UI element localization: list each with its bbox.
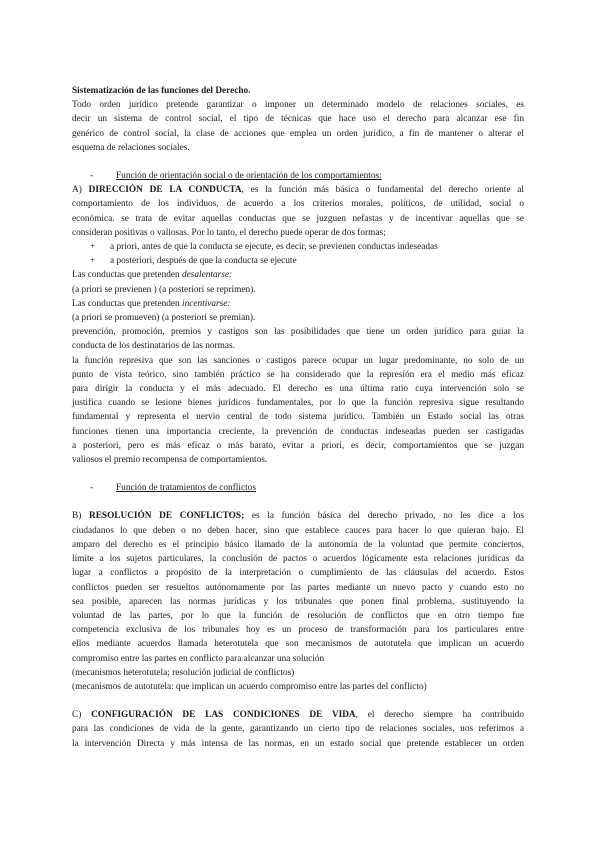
text-line: la función represiva que son las sanciones o castigos parece ocupar un lugar predominante, no solo de un (72, 355, 524, 366)
text-line: lugar a conflictos a propósito de la interpretación o cumplimiento de las cláusulas del acuerdo. Estos (72, 568, 524, 579)
desalentar-detail: (a priori se previenen ) (a posteriori se reprimen). (72, 284, 256, 295)
item-text: , es la función más básica o fundamental del derecho oriente al (241, 185, 524, 196)
text-line: la intervención Directa y más intensa de las normas, en un estado social que pretende establecer un orden (72, 738, 524, 749)
paragraph-configuracion (72, 708, 524, 751)
list-item-text: a posteriori, después de que la conducta se ejecute (110, 256, 297, 267)
text-line: comportamiento de los individuos, de acuerdo a los criterios morales, políticos, de utilidad, social o (72, 199, 524, 210)
list-item (72, 240, 524, 254)
section-heading-text: Función de orientación social o de orientación de los comportamientos: (116, 171, 382, 182)
text-line: conflictos pueden ser resueltos autónomamente por las partes mediante un nuevo pacto y cuando esto no (72, 582, 524, 593)
text-line: fundamental y representa el nervio central de todo sistema jurídico. También un Estado social las otras (72, 412, 524, 423)
section-heading-text: Función de tratamientos de conflictos (116, 483, 256, 494)
item-text: es la función básica del derecho privado, no les dice a los (244, 511, 524, 522)
list-dash: - (90, 483, 94, 494)
text-span: Las conductas que pretenden (72, 270, 182, 281)
italic-term: incentivarse: (181, 298, 231, 309)
text-line: punto de vista teórico, sino también práctico se ha considerado que la represión era el medio más eficaz (72, 369, 524, 380)
paragraph-direccion (72, 183, 524, 240)
text-line (72, 183, 524, 197)
text-line: funciones tienen una importancia creciente, la prevención de conductas indeseadas pueden ser castigadas (72, 426, 524, 437)
text-line: compromiso entre las partes en conflicto para alcanzar una solución (72, 653, 325, 664)
paragraph-represiva (72, 354, 524, 468)
text-line: valiosos el premio recompensa de comportamientos. (72, 455, 268, 466)
text-line: justifica cuando se lesione bienes jurídicos fundamentales, por lo que la función represiva sigue resultando (72, 398, 524, 409)
text-line: para dirigir la conducta y el más adecuado. El derecho es una última ratio cuya intervención solo se (72, 384, 524, 395)
text-line (72, 708, 524, 722)
item-heading: DIRECCIÓN DE LA CONDUCTA (88, 185, 242, 196)
plus-bullet-icon: + (90, 256, 96, 267)
intro-paragraph (72, 98, 524, 155)
text-line: ciudadanos lo que deben o no deben hacer, sino que establece cauces para hacer lo que quieran bajo. El (72, 525, 524, 536)
item-heading: RESOLUCIÓN DE CONFLICTOS; (88, 511, 245, 522)
text-line: Todo orden jurídico pretende garantizar o imponer un determinado modelo de relaciones sociales, es (72, 100, 524, 111)
section-heading-orientation (72, 169, 524, 183)
incentivar-detail: (a priori se promueven) (a posteriori se premian). (72, 313, 256, 324)
text-line: genérico de control social, la clase de acciones que emplea un orden jurídico, a fin de mantener o alterar el (72, 128, 524, 139)
text-line: a posteriori, pero es más eficaz o más barato, evitar a priori, es decir, comportamientos que se juzgan (72, 440, 524, 451)
text-line (72, 509, 524, 523)
text-line: sea posible, aparecen las normas jurídicas y los tribunales que ponen final problema, sustituyendo la (72, 596, 524, 607)
text-line: decir un sistema de control social, el tipo de técnicas que hace uso el derecho para alcanzar ese fin (72, 114, 524, 125)
page-title: Sistematización de las funciones del Derecho. (72, 86, 251, 96)
incentivar-line (72, 297, 524, 311)
desalentar-line (72, 268, 524, 282)
text-line: prevención, promoción, premios y castigos son las posibilidades que tiene un orden jurídico para guiar la (72, 327, 524, 338)
text-line: consideran positivas o valiosas. Por lo tanto, el derecho puede operar de dos formas; (72, 227, 386, 238)
note-line: (mecanismos heterotutela; resolución judicial de conflictos) (72, 667, 295, 678)
text-line: competencia exclusiva de los tribunales hoy es un proceso de transformación para los particulares entre (72, 625, 524, 636)
item-text: , el derecho siempre ha contribuido (355, 710, 524, 721)
text-line: conducta de los destinatarios de las normas. (72, 341, 235, 352)
text-line: esquema de relaciones sociales. (72, 142, 190, 153)
plus-bullet-icon: + (90, 242, 96, 253)
paragraph-resolucion (72, 509, 524, 694)
list-item (72, 254, 524, 268)
note-line: (mecanismos de autotutela: que implican un acuerdo compromiso entre las partes del conflicto) (72, 681, 427, 692)
item-prefix: B) (72, 511, 89, 522)
paragraph-prevencion (72, 325, 524, 353)
text-span: Las conductas que pretenden (72, 298, 182, 309)
list-item-text: a priori, antes de que la conducta se ejecute, es decir, se previenen conductas indeseadas (110, 242, 438, 253)
text-line: voluntad de las partes, por lo que la función de resolución de conflictos que en otro tiempo fue (72, 610, 524, 621)
section-heading-conflictos (72, 481, 524, 495)
document-page (72, 84, 524, 751)
text-line: límite a los sujetos particulares, la conclusión de pactos o acuerdos lógicamente esta relaciones jurídicas da (72, 554, 524, 565)
text-line: para las condiciones de vida de la gente, garantizando un cierto tipo de relaciones sociales, nos referimos a (72, 724, 524, 735)
item-heading: CONFIGURACIÓN DE LAS CONDICIONES DE VIDA (91, 710, 356, 721)
text-line: amparo del derecho es el principio básico llamado de la autonomía de la voluntad que permite conciertos, (72, 539, 524, 550)
text-line: ellos mediante acuerdos llamada heterotutela que son mecanismos de autotutela que implican un acuerdo (72, 639, 524, 650)
item-prefix: C) (72, 710, 92, 721)
item-prefix: A) (72, 185, 89, 196)
list-dash: - (90, 171, 94, 182)
bullet-list (72, 240, 524, 268)
text-line: económica. se trata de evitar aquellas conductas que se juzguen nefastas y de incentivar aquellas que se (72, 213, 524, 224)
italic-term: desalentarse: (181, 270, 233, 281)
